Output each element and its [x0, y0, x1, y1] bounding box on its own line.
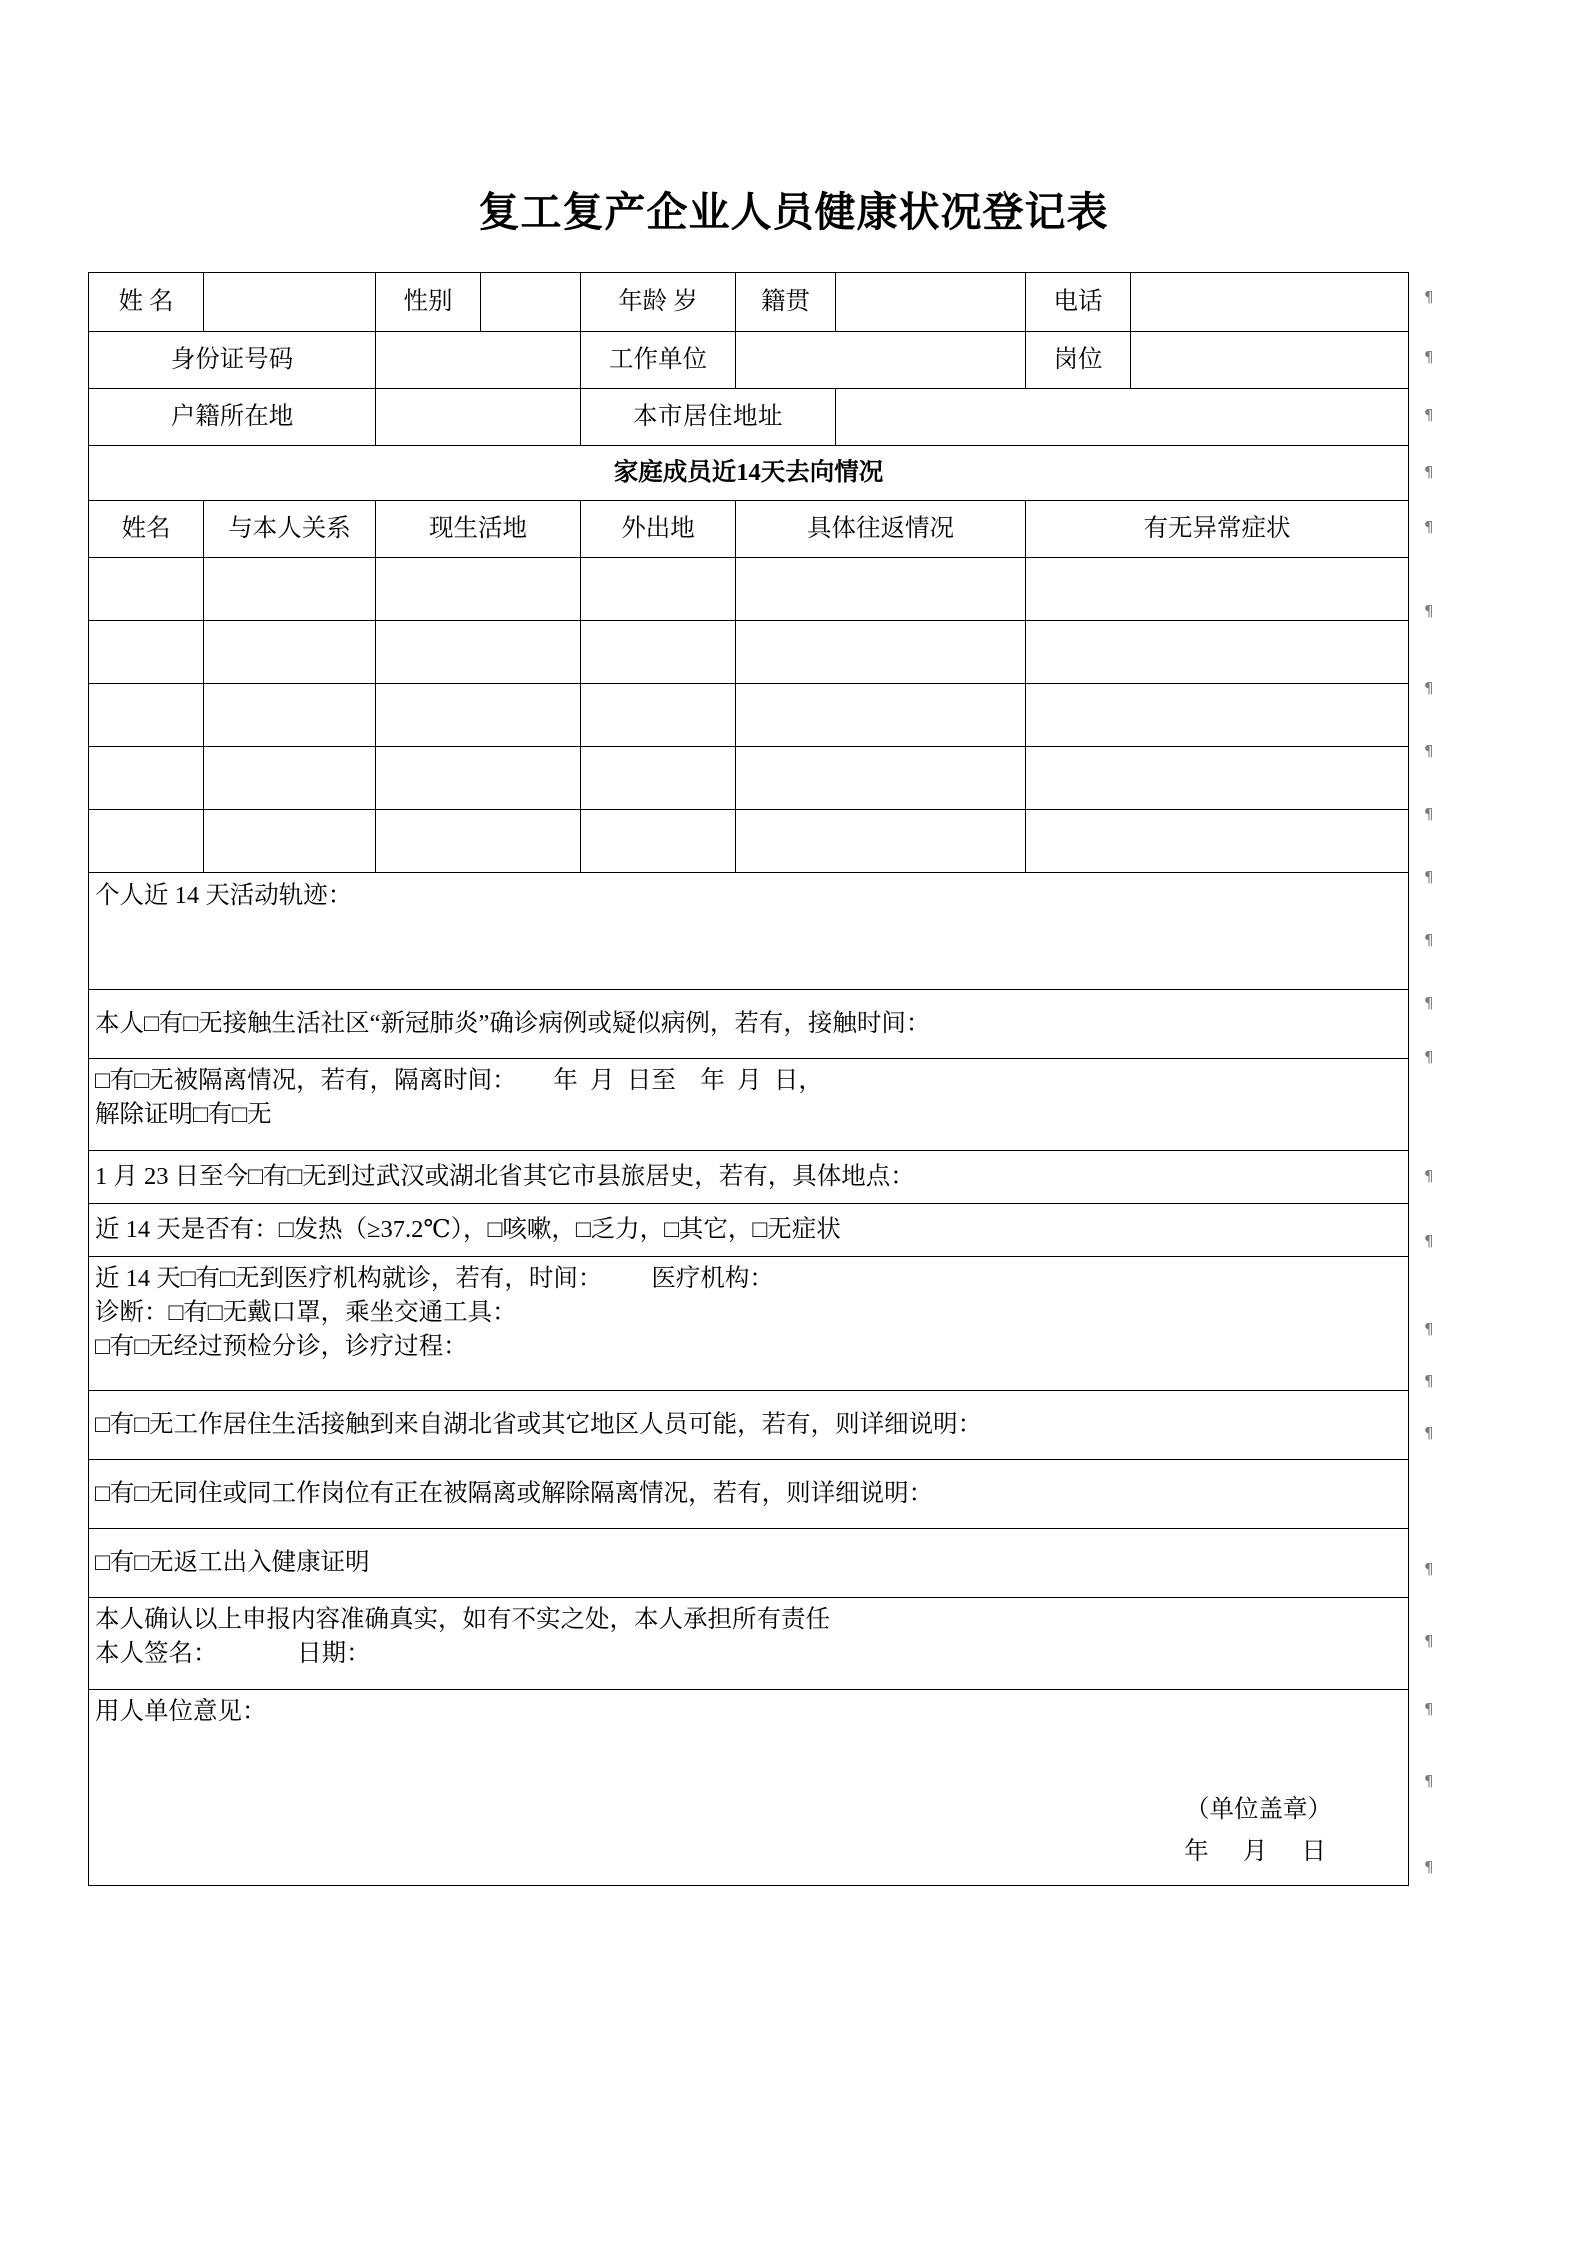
- table-row-trajectory: [89, 873, 1409, 990]
- family-cell-travel-detail[interactable]: [736, 810, 1026, 873]
- paragraph-mark-icon: ¶: [1424, 463, 1434, 481]
- family-section-band: [89, 446, 1409, 501]
- family-cell-travel-detail[interactable]: [736, 558, 1026, 621]
- paragraph-mark-icon: ¶: [1424, 994, 1434, 1012]
- family-cell-destination[interactable]: [581, 684, 736, 747]
- confirmation-text: 本人确认以上申报内容准确真实，如有不实之处，本人承担所有责任: [95, 1606, 830, 1633]
- paragraph-mark-icon: ¶: [1424, 1424, 1434, 1442]
- hometown-label: 籍贯: [736, 273, 836, 332]
- family-col-residence: 现生活地: [376, 501, 581, 558]
- name-label: 姓 名: [89, 273, 204, 332]
- quarantine-line-1: □有□无被隔离情况，若有，隔离时间： 年 月 日至 年 月 日，: [95, 1067, 823, 1094]
- table-row: [89, 621, 1409, 684]
- family-cell-destination[interactable]: [581, 810, 736, 873]
- paragraph-mark-icon: ¶: [1424, 805, 1434, 823]
- table-row-cohabitant-quarantine: [89, 1460, 1409, 1529]
- trajectory-statement[interactable]: 个人近 14 天活动轨迹：: [89, 873, 1409, 990]
- paragraph-mark-icon: ¶: [1424, 406, 1434, 424]
- city-address-label: 本市居住地址: [581, 389, 836, 446]
- family-cell-residence[interactable]: [376, 747, 581, 810]
- employer-opinion-label: 用人单位意见：: [95, 1698, 267, 1725]
- phone-label: 电话: [1026, 273, 1131, 332]
- table-row-hubei-contact: [89, 1391, 1409, 1460]
- hometown-value[interactable]: [836, 273, 1026, 332]
- position-value[interactable]: [1131, 332, 1409, 389]
- age-label[interactable]: 年龄 岁: [581, 273, 736, 332]
- family-cell-residence[interactable]: [376, 558, 581, 621]
- table-row-quarantine: [89, 1059, 1409, 1151]
- table-row: [89, 747, 1409, 810]
- table-row-personal-2: [89, 332, 1409, 389]
- table-row: [89, 810, 1409, 873]
- paragraph-mark-icon: ¶: [1424, 1232, 1434, 1250]
- symptoms-statement[interactable]: 近 14 天是否有：□发热（≥37.2℃），□咳嗽，□乏力，□其它，□无症状: [89, 1204, 1409, 1257]
- paragraph-mark-icon: ¶: [1424, 1858, 1434, 1876]
- household-value[interactable]: [376, 389, 581, 446]
- contact-case-statement[interactable]: 本人□有□无接触生活社区“新冠肺炎”确诊病例或疑似病例，若有，接触时间：: [89, 990, 1409, 1059]
- family-cell-symptoms[interactable]: [1026, 621, 1409, 684]
- family-col-travel-detail: 具体往返情况: [736, 501, 1026, 558]
- table-row-confirmation: [89, 1598, 1409, 1690]
- seal-date-line[interactable]: 年 月 日: [1184, 1838, 1340, 1865]
- paragraph-mark-icon: ¶: [1424, 1632, 1434, 1650]
- paragraph-mark-icon: ¶: [1424, 931, 1434, 949]
- paragraph-mark-icon: ¶: [1424, 288, 1434, 306]
- family-cell-travel-detail[interactable]: [736, 747, 1026, 810]
- paragraph-mark-icon: ¶: [1424, 868, 1434, 886]
- confirmation-block[interactable]: [89, 1598, 1409, 1690]
- city-address-value[interactable]: [836, 389, 1409, 446]
- family-cell-destination[interactable]: [581, 747, 736, 810]
- cohabitant-quarantine-statement[interactable]: □有□无同住或同工作岗位有正在被隔离或解除隔离情况，若有，则详细说明：: [89, 1460, 1409, 1529]
- family-table-header: [89, 501, 1409, 558]
- table-row-personal-3: [89, 389, 1409, 446]
- quarantine-line-2: 解除证明□有□无: [95, 1101, 272, 1128]
- signature-date-line[interactable]: 本人签名： 日期：: [95, 1640, 371, 1667]
- phone-value[interactable]: [1131, 273, 1409, 332]
- family-cell-relation[interactable]: [204, 684, 376, 747]
- table-row-contact-case: [89, 990, 1409, 1059]
- family-cell-relation[interactable]: [204, 558, 376, 621]
- family-cell-symptoms[interactable]: [1026, 558, 1409, 621]
- table-row-health-certificate: [89, 1529, 1409, 1598]
- employer-opinion-block[interactable]: [89, 1690, 1409, 1886]
- table-row-personal-1: [89, 273, 1409, 332]
- family-cell-residence[interactable]: [376, 621, 581, 684]
- family-col-destination: 外出地: [581, 501, 736, 558]
- paragraph-mark-icon: ¶: [1424, 1772, 1434, 1790]
- hubei-contact-statement[interactable]: □有□无工作居住生活接触到来自湖北省或其它地区人员可能，若有，则详细说明：: [89, 1391, 1409, 1460]
- paragraph-mark-icon: ¶: [1424, 602, 1434, 620]
- paragraph-mark-icon: ¶: [1424, 348, 1434, 366]
- family-cell-symptoms[interactable]: [1026, 810, 1409, 873]
- table-row-travel-history: [89, 1151, 1409, 1204]
- paragraph-mark-icon: ¶: [1424, 1372, 1434, 1390]
- gender-label: 性别: [376, 273, 481, 332]
- family-col-relation: 与本人关系: [204, 501, 376, 558]
- table-row-employer-opinion: [89, 1690, 1409, 1886]
- table-row: [89, 684, 1409, 747]
- id-label: 身份证号码: [89, 332, 376, 389]
- family-cell-name[interactable]: [89, 810, 204, 873]
- table-row-medical-visit: [89, 1257, 1409, 1391]
- name-value[interactable]: [204, 273, 376, 332]
- family-cell-relation[interactable]: [204, 621, 376, 684]
- paragraph-mark-icon: ¶: [1424, 518, 1434, 536]
- gender-value[interactable]: [481, 273, 581, 332]
- family-cell-name[interactable]: [89, 747, 204, 810]
- position-label: 岗位: [1026, 332, 1131, 389]
- health-certificate-statement[interactable]: □有□无返工出入健康证明: [89, 1529, 1409, 1598]
- family-cell-relation[interactable]: [204, 747, 376, 810]
- paragraph-mark-icon: ¶: [1424, 1700, 1434, 1718]
- paragraph-mark-icon: ¶: [1424, 742, 1434, 760]
- health-registration-table: [88, 272, 1409, 1886]
- seal-note: （单位盖章）: [1185, 1796, 1332, 1823]
- family-cell-name[interactable]: [89, 621, 204, 684]
- workplace-value[interactable]: [736, 332, 1026, 389]
- family-col-symptoms: 有无异常症状: [1026, 501, 1409, 558]
- medical-line-3: □有□无经过预检分诊，诊疗过程：: [95, 1333, 468, 1360]
- family-cell-name[interactable]: [89, 684, 204, 747]
- paragraph-mark-icon: ¶: [1424, 1167, 1434, 1185]
- family-cell-relation[interactable]: [204, 810, 376, 873]
- paragraph-mark-icon: ¶: [1424, 1048, 1434, 1066]
- workplace-label: 工作单位: [581, 332, 736, 389]
- medical-line-1: 近 14 天□有□无到医疗机构就诊，若有，时间： 医疗机构：: [95, 1265, 774, 1292]
- travel-history-statement[interactable]: 1 月 23 日至今□有□无到过武汉或湖北省其它市县旅居史，若有，具体地点：: [89, 1151, 1409, 1204]
- family-cell-destination[interactable]: [581, 558, 736, 621]
- household-label: 户籍所在地: [89, 389, 376, 446]
- family-col-name: 姓名: [89, 501, 204, 558]
- family-section-title: 家庭成员近14天去向情况: [89, 446, 1409, 501]
- id-value[interactable]: [376, 332, 581, 389]
- table-row: [89, 558, 1409, 621]
- family-cell-travel-detail[interactable]: [736, 621, 1026, 684]
- paragraph-mark-icon: ¶: [1424, 1560, 1434, 1578]
- medical-visit-statement[interactable]: [89, 1257, 1409, 1391]
- family-cell-destination[interactable]: [581, 621, 736, 684]
- family-cell-symptoms[interactable]: [1026, 747, 1409, 810]
- page-title: 复工复产企业人员健康状况登记表: [478, 189, 1109, 235]
- family-cell-symptoms[interactable]: [1026, 684, 1409, 747]
- paragraph-mark-icon: ¶: [1424, 1320, 1434, 1338]
- family-cell-residence[interactable]: [376, 684, 581, 747]
- family-cell-name[interactable]: [89, 558, 204, 621]
- quarantine-statement[interactable]: [89, 1059, 1409, 1151]
- family-cell-residence[interactable]: [376, 810, 581, 873]
- family-cell-travel-detail[interactable]: [736, 684, 1026, 747]
- paragraph-mark-icon: ¶: [1424, 679, 1434, 697]
- table-row-symptoms: [89, 1204, 1409, 1257]
- medical-line-2: 诊断：□有□无戴口罩，乘坐交通工具：: [95, 1299, 517, 1326]
